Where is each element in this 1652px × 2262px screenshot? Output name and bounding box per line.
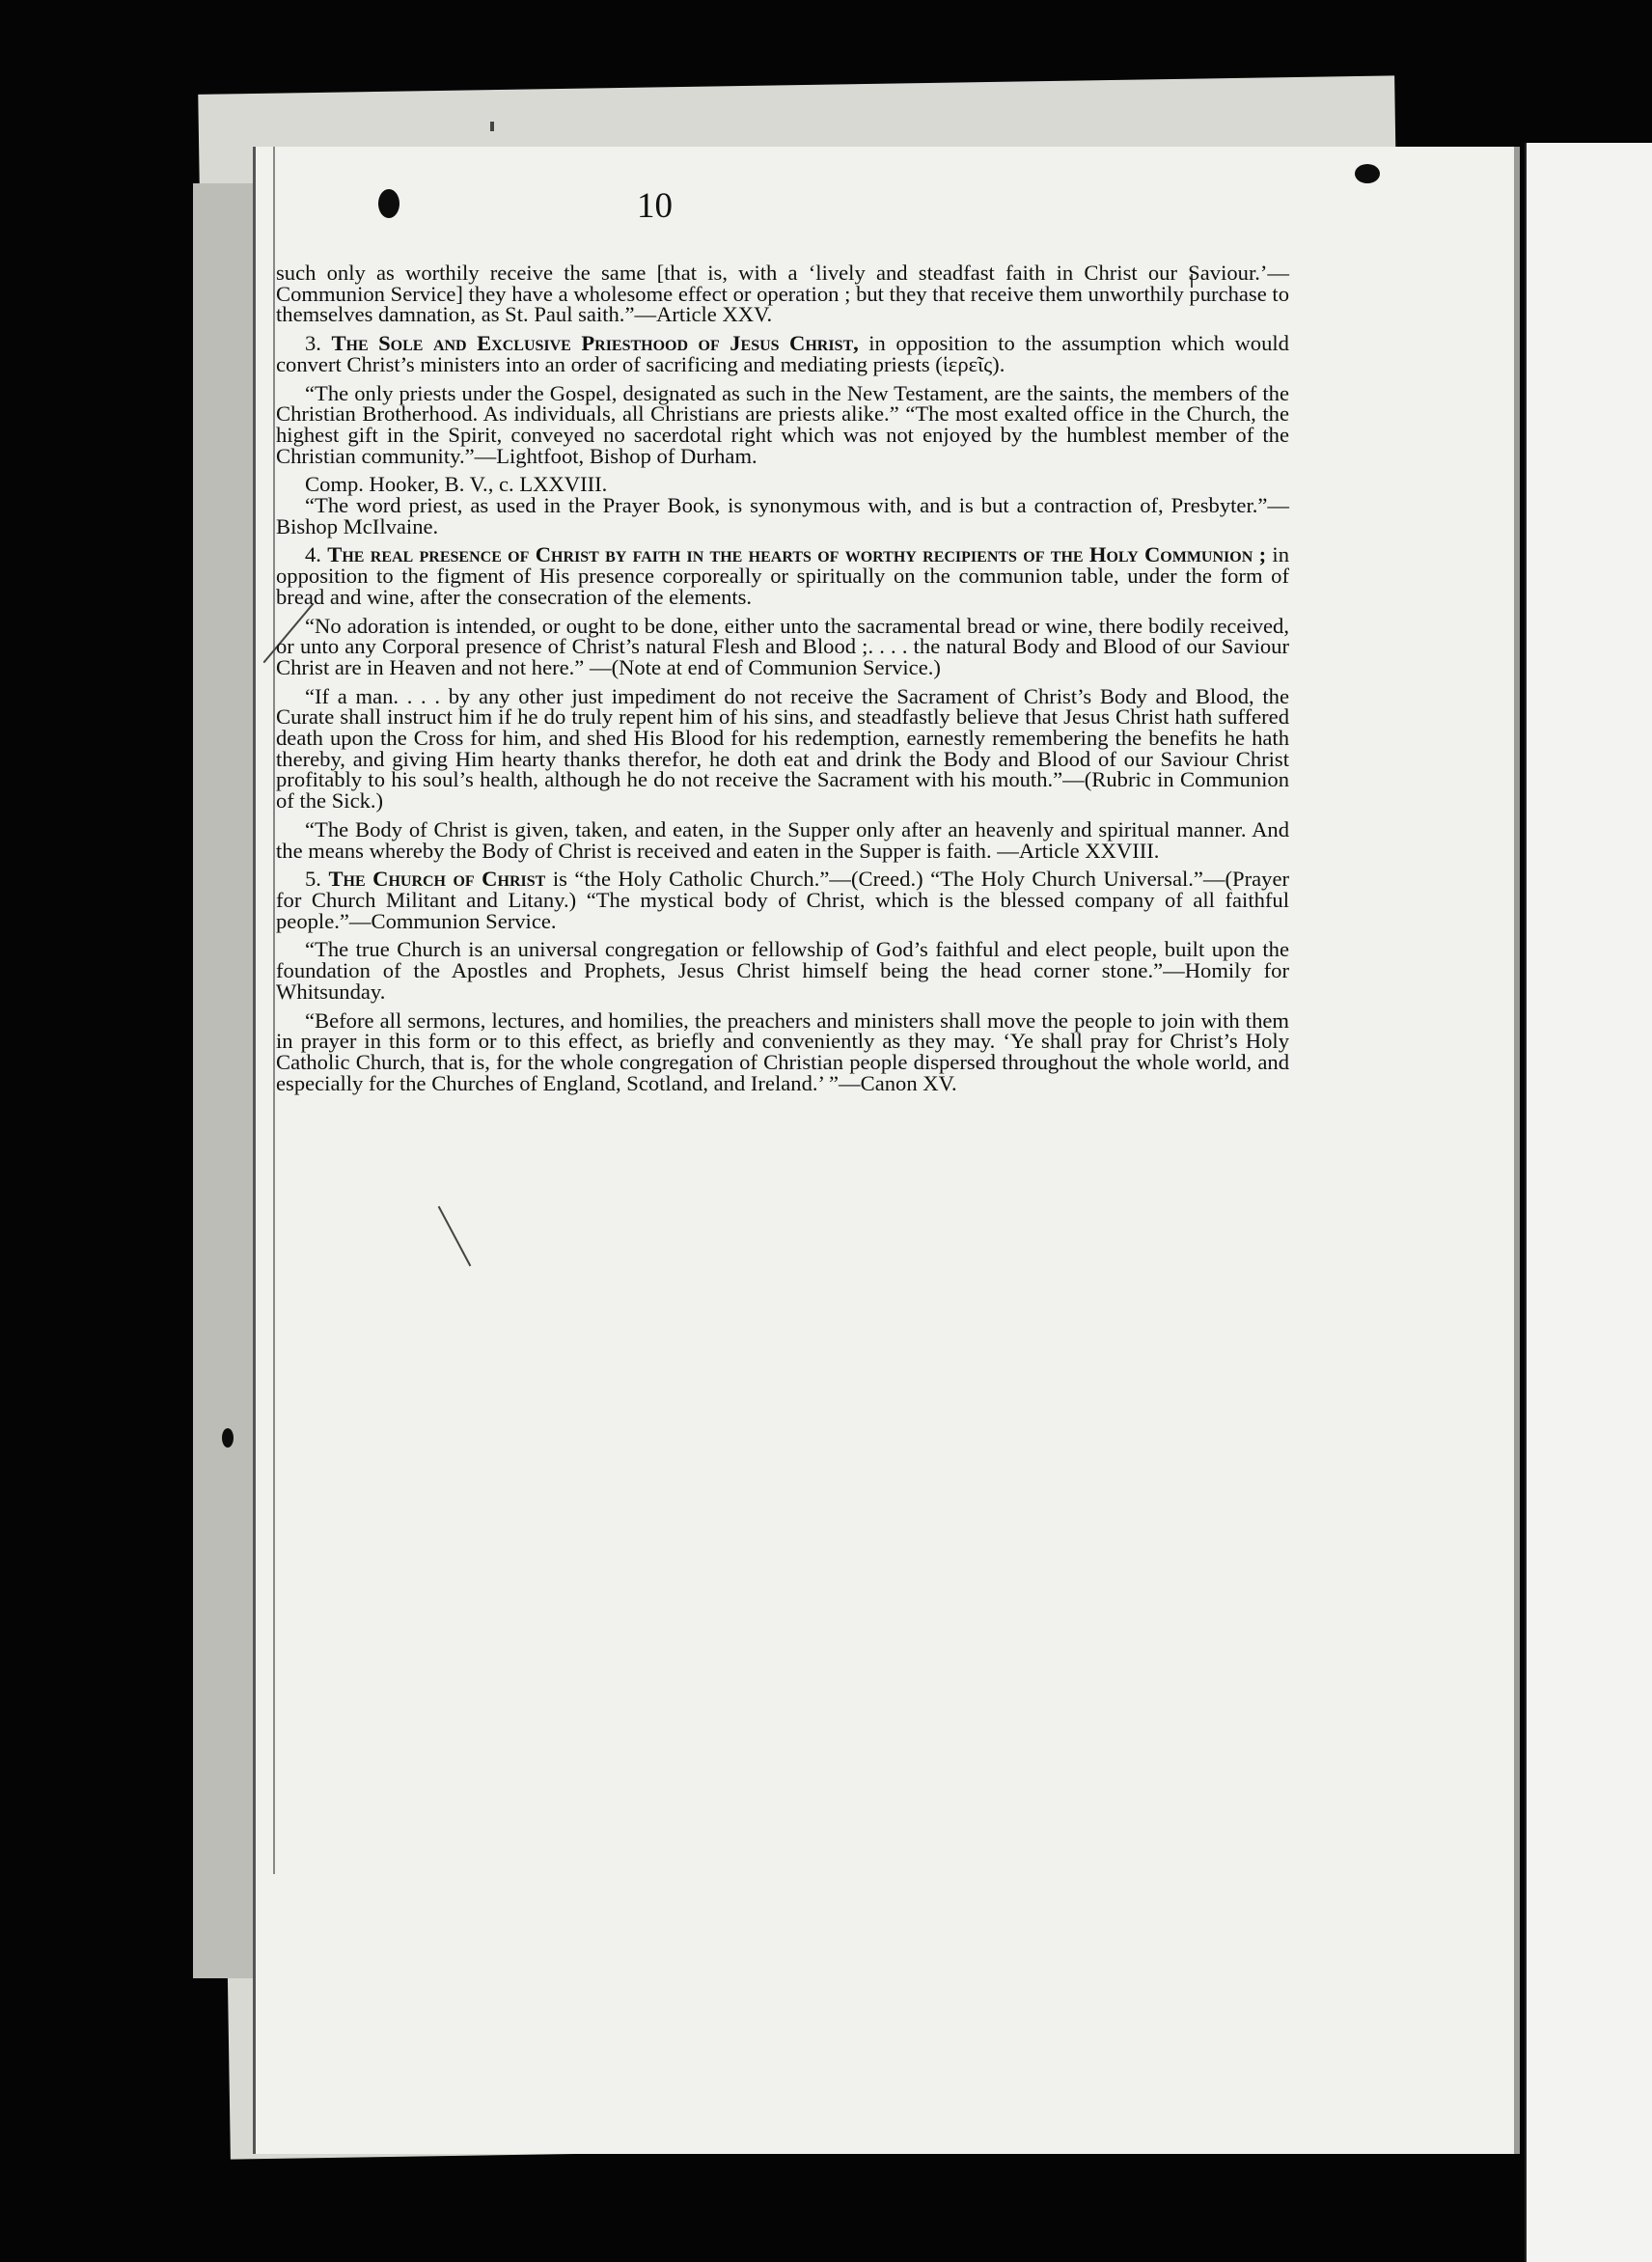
section-5-heading: The Church of Christ [328,867,546,892]
section-5-quote-canon: “Before all sermons, lectures, and homilies, the preachers and ministers shall move the people to join with them in prayer in this form or to this effect, as briefly and conveniently as they may. ‘Ye shall pray for Christ’s Holy Catholic Church, that is, for the whole congregation of Christian people dispersed throughout the whole world, and especially for the Churches of England, Scotland, and Ireland.’ ”—Canon XV. [276,1007,1289,1095]
section-5-text: is “the Holy Catholic Church.”—(Creed.) “The Holy Church Universal.”—(Prayer for Church Militant and Litany.) “The mystical body of Christ, which is the blessed company of all faithful people.”—Communion Service. [276,867,1290,933]
section-4-quote-rubric: “If a man. . . . by any other just impediment do not receive the Sacrament of Christ’s Body and Blood, the Curate shall instruct him if he do truly repent him of his sins, and steadfastly believe that Jesus Christ hath suffered death upon the Cross for him, and shed His Blood for his redemption, earnestly remembering the benefits he hath thereby, and giving Him hearty thanks therefor, he doth eat and drink the Body and Blood of our Saviour Christ profitably to his soul’s health, although he do not receive the Sacrament with his mouth.”—(Rubric in Communion of the Sick.) [276,683,1289,814]
section-5-number: 5. [305,867,321,892]
section-3-heading: The Sole and Exclusive Priesthood of Jesus Christ, [331,331,859,356]
section-5-quote-homily: “The true Church is an universal congregation or fellowship of God’s faithful and elect people, built upon the foundation of the Apostles and Prophets, Jesus Christ himself being the head corner stone.”—Homily for Whitsunday. [276,937,1289,1004]
section-4 [276,544,1289,607]
section-5 [276,869,1289,931]
section-4-quote-article: “The Body of Christ is given, taken, and eaten, in the Supper only after an heavenly and spiritual manner. And the means whereby the Body of Christ is received and eaten in the Supper is faith. —Article XXVIII. [276,816,1289,863]
section-3-quote-mcilvaine: “The word priest, as used in the Prayer Book, is synonymous with, and is but a contraction of, Presbyter.”—Bishop McIlvaine. [276,493,1289,538]
section-4-number: 4. [305,542,321,567]
section-3-comp-hooker: Comp. Hooker, B. V., c. LXXVIII. [305,472,608,497]
section-3 [276,333,1289,374]
ink-blot [222,1428,234,1448]
paragraph-continuation: such only as worthily receive the same [that is, with a ‘lively and steadfast faith in Christ our Saviour.’—Communion Service] they have a wholesome effect or operation ; but they that receive them unworthily purchase to themselves damnation, as St. Paul saith.”—Article XXV. [276,261,1289,327]
section-4-text: in opposition to the figment of His presence corporeally or spiritually on the communion table, under the form of bread and wine, after the consecration of the elements. [276,542,1289,609]
page-frame-line [273,147,275,1874]
ink-blot [378,189,399,218]
page-number: 10 [637,186,673,226]
ink-speck [490,122,494,131]
ink-blot [1355,164,1380,183]
section-4-quote-note: “No adoration is intended, or ought to be done, either unto the sacramental bread or wine, there bodily received, or unto any Corporal presence of Christ’s natural Flesh and Blood ;. . . . the natural Body and Blood of our Saviour Christ are in Heaven and not here.” —(Note at end of Communion Service.) [276,613,1289,679]
section-4-heading: The real presence of Christ by faith in the hearts of worthy recipients of the Holy Communion ; [327,542,1267,567]
page-body [276,262,1289,1093]
section-3-number: 3. [305,331,321,356]
section-3-text: in opposition to the assumption which would convert Christ’s ministers into an order of sacrificing and mediating priests (ἱερεῖς). [276,331,1289,376]
section-3-quote-lightfoot: “The only priests under the Gospel, designated as such in the New Testament, are the saints, the members of the Christian Brotherhood. As individuals, all Christians are priests alike.” “The most exalted office in the Church, the highest gift in the Spirit, conveyed no sacerdotal right which was not enjoyed by the humblest member of the Christian community.”—Lightfoot, Bishop of Durham. [276,380,1289,468]
facing-page-edge [1525,143,1652,2262]
